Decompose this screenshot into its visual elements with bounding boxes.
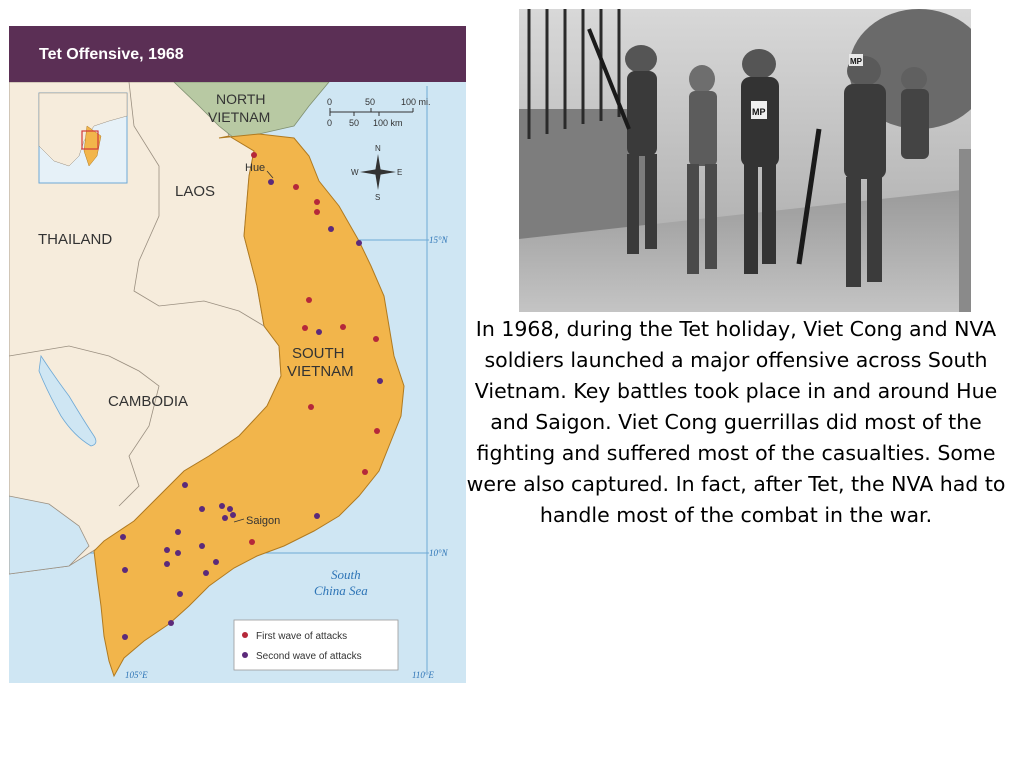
first-wave-marker xyxy=(308,404,314,410)
label-south-china-sea-2: China Sea xyxy=(314,583,368,598)
caption-text: In 1968, during the Tet holiday, Viet Cong and NVA soldiers launched a major offensive across South Vietnam. Key battles took place in and around Hue and Saigon. Viet Cong guerrillas did most of the fighting and suffered most of the casualties. Some were also captured. In fact, after Tet, the NVA had to handle most of the combat in the war. xyxy=(466,317,1006,527)
mp-armband-left: MP xyxy=(752,107,766,117)
svg-text:50: 50 xyxy=(365,97,376,107)
label-lon-105: 105°E xyxy=(125,670,148,680)
second-wave-marker xyxy=(199,506,205,512)
second-wave-marker xyxy=(356,240,362,246)
second-wave-marker xyxy=(177,591,183,597)
legend-first-wave: First wave of attacks xyxy=(256,631,348,642)
second-wave-marker xyxy=(219,503,225,509)
label-lon-110: 110°E xyxy=(412,670,434,680)
second-wave-marker xyxy=(164,547,170,553)
first-wave-marker xyxy=(314,209,320,215)
label-north-vietnam-2: VIETNAM xyxy=(208,109,271,125)
second-wave-marker xyxy=(227,506,233,512)
first-wave-marker xyxy=(302,325,308,331)
map-legend xyxy=(234,620,398,670)
svg-text:S: S xyxy=(375,193,381,202)
svg-text:E: E xyxy=(397,168,403,177)
second-wave-marker xyxy=(164,561,170,567)
second-wave-marker xyxy=(377,378,383,384)
first-wave-marker xyxy=(362,469,368,475)
first-wave-marker xyxy=(314,199,320,205)
second-wave-marker xyxy=(122,634,128,640)
inset-locator-map xyxy=(39,93,127,183)
tet-offensive-map xyxy=(9,26,466,683)
label-lat-15: 15°N xyxy=(429,235,448,245)
second-wave-marker xyxy=(213,559,219,565)
mp-armband-right: MP xyxy=(850,57,862,66)
second-wave-marker xyxy=(328,226,334,232)
first-wave-marker xyxy=(340,324,346,330)
second-wave-marker xyxy=(168,620,174,626)
second-wave-marker xyxy=(199,543,205,549)
first-wave-marker xyxy=(373,336,379,342)
second-wave-marker xyxy=(222,515,228,521)
second-wave-marker xyxy=(203,570,209,576)
second-wave-marker xyxy=(122,567,128,573)
svg-text:100 mi.: 100 mi. xyxy=(401,97,431,107)
svg-text:0: 0 xyxy=(327,97,333,107)
label-south-china-sea-1: South xyxy=(331,567,361,582)
label-thailand: THAILAND xyxy=(38,231,113,248)
svg-text:0: 0 xyxy=(327,118,333,128)
second-wave-marker xyxy=(175,529,181,535)
label-saigon: Saigon xyxy=(246,515,281,527)
soldier-back xyxy=(901,67,929,159)
label-cambodia: CAMBODIA xyxy=(108,393,189,410)
first-wave-marker xyxy=(374,428,380,434)
first-wave-marker xyxy=(306,297,312,303)
second-wave-marker xyxy=(182,482,188,488)
svg-text:50: 50 xyxy=(349,118,360,128)
first-wave-legend-dot xyxy=(242,632,248,638)
svg-text:N: N xyxy=(375,144,381,153)
second-wave-marker xyxy=(230,512,236,518)
label-lat-10: 10°N xyxy=(429,548,448,558)
label-hue: Hue xyxy=(245,162,266,174)
label-laos: LAOS xyxy=(175,183,216,200)
first-wave-marker xyxy=(293,184,299,190)
label-north-vietnam-1: NORTH xyxy=(216,91,266,107)
second-wave-marker xyxy=(175,550,181,556)
second-wave-marker xyxy=(120,534,126,540)
legend-second-wave: Second wave of attacks xyxy=(256,651,362,662)
first-wave-marker xyxy=(251,152,257,158)
second-wave-legend-dot xyxy=(242,652,248,658)
second-wave-marker xyxy=(268,179,274,185)
svg-text:W: W xyxy=(351,168,359,177)
map-title: Tet Offensive, 1968 xyxy=(39,46,184,63)
label-south-vietnam-1: SOUTH xyxy=(292,345,345,362)
first-wave-marker xyxy=(249,539,255,545)
historical-photo xyxy=(519,9,971,312)
second-wave-marker xyxy=(316,329,322,335)
label-south-vietnam-2: VIETNAM xyxy=(287,363,354,380)
second-wave-marker xyxy=(314,513,320,519)
svg-text:100 km: 100 km xyxy=(373,118,403,128)
